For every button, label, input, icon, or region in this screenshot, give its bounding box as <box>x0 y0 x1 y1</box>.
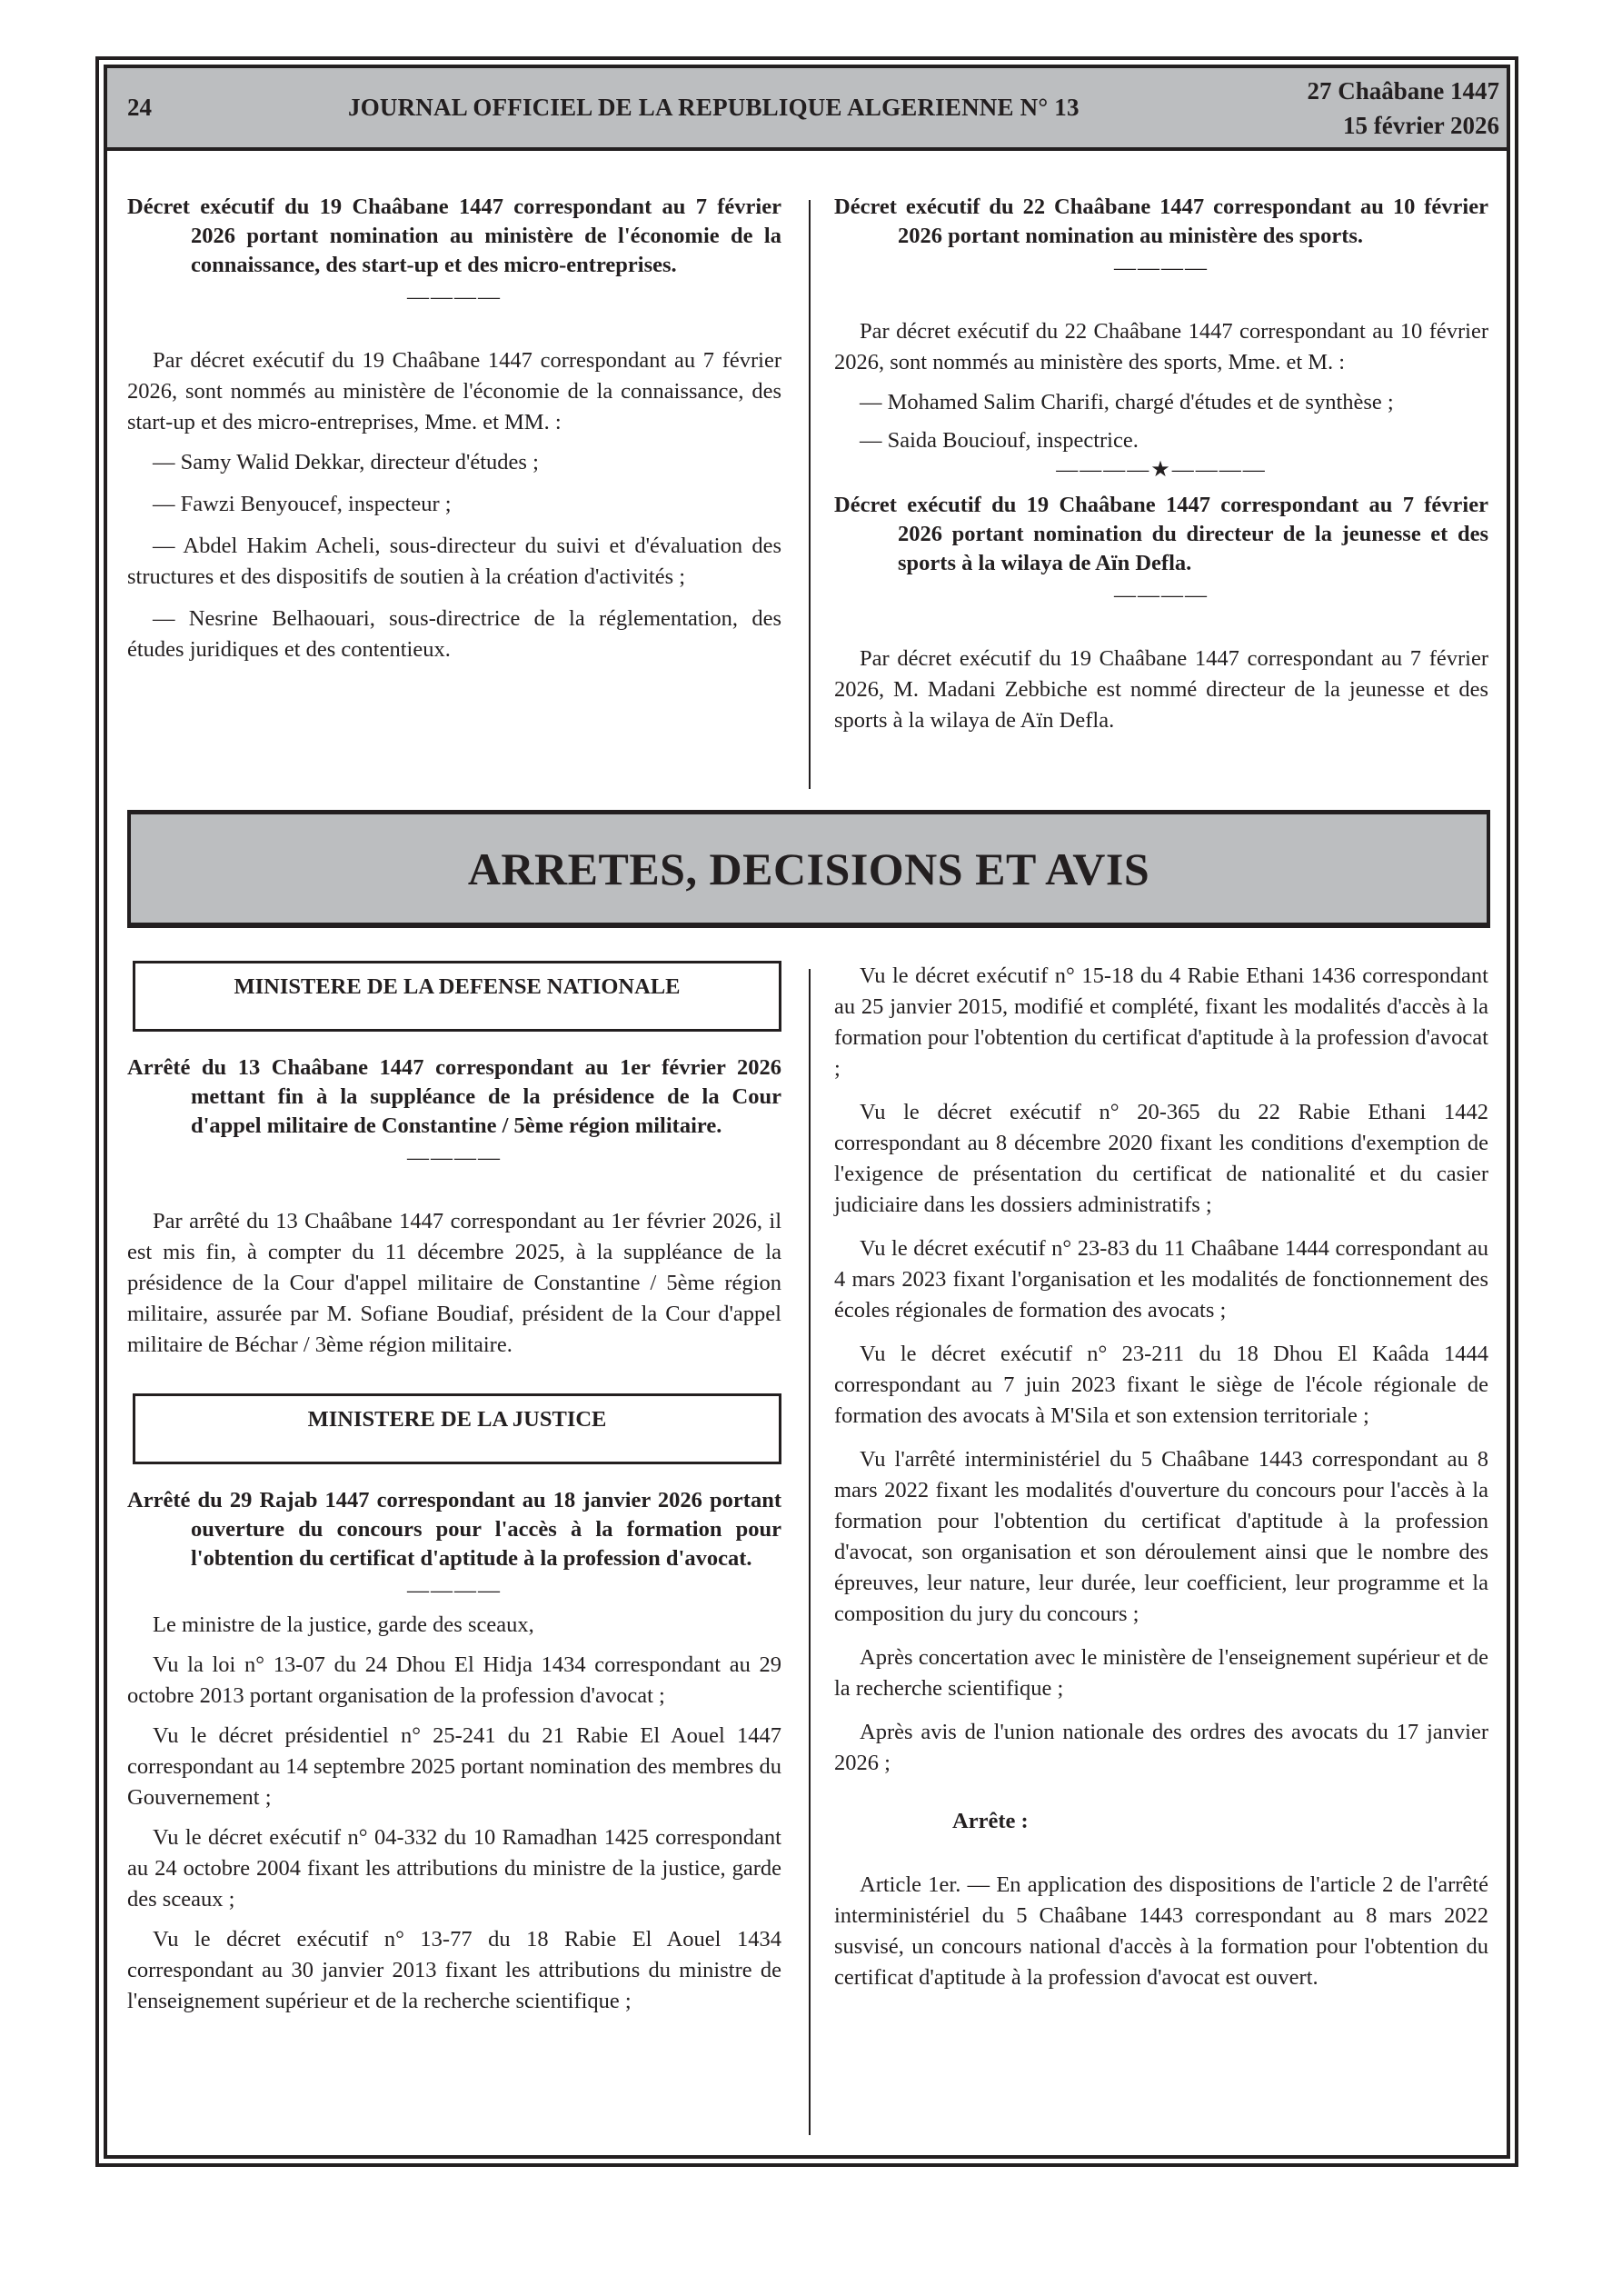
visa-paragraph: Vu la loi n° 13-07 du 24 Dhou El Hidja 1434 correspondant au 29 octobre 2013 portant organisation de la profession d'avocat ; <box>127 1652 781 1708</box>
decree-body: Par décret exécutif du 19 Chaâbane 1447 correspondant au 7 février 2026, M. Madani Zebbiche est nommé directeur de la jeunesse et des sports à la wilaya de Aïn Defla. <box>834 646 1488 733</box>
arrete-title: Arrêté du 29 Rajab 1447 correspondant au 18 janvier 2026 portant ouverture du concours pour l'accès à la formation pour l'obtention du certificat d'aptitude à la profession d'avocat. <box>127 1488 781 1571</box>
nominee-item: — Nesrine Belhaouari, sous-directrice de la réglementation, des études juridiques et des contentieux. <box>127 606 781 662</box>
decree-intro: Par décret exécutif du 19 Chaâbane 1447 correspondant au 7 février 2026, sont nommés au ministère de l'économie de la connaissance, des start-up et des micro-entreprises, Mme. et MM. : <box>127 348 781 434</box>
nominee-item: — Samy Walid Dekkar, directeur d'études ; <box>153 450 539 474</box>
decree-title: Décret exécutif du 22 Chaâbane 1447 correspondant au 10 février 2026 portant nomination au ministère des sports. <box>834 195 1488 248</box>
decree-title: Décret exécutif du 19 Chaâbane 1447 correspondant au 7 février 2026 portant nomination au ministère de l'économie de la connaissance, des start-up et des micro-entreprises. <box>127 195 781 277</box>
page-number: 24 <box>127 94 152 121</box>
decree-title: Décret exécutif du 19 Chaâbane 1447 correspondant au 7 février 2026 portant nomination du directeur de la jeunesse et des sports à la wilaya de Aïn Defla. <box>834 493 1488 575</box>
ministry-heading-defense: MINISTERE DE LA DEFENSE NATIONALE <box>133 961 781 1032</box>
visa-paragraph: Vu le décret exécutif n° 15-18 du 4 Rabie Ethani 1436 correspondant au 25 janvier 2015, modifié et complété, fixant les modalités d'accès à la formation pour l'obtention du certificat d'aptitude à la profession d'avocat ; <box>834 963 1488 1081</box>
arrete-title: Arrêté du 13 Chaâbane 1447 correspondant au 1er février 2026 mettant fin à la suppléance de la présidence de la Cour d'appel militaire de Constantine / 5ème région militaire. <box>127 1055 781 1138</box>
visa-paragraph: Après concertation avec le ministère de l'enseignement supérieur et de la recherche scientifique ; <box>834 1645 1488 1701</box>
arretes-left-column <box>127 961 781 2026</box>
issue-date <box>1307 74 1499 143</box>
star-separator: ————★———— <box>1056 458 1267 482</box>
arretes-right-column <box>834 961 1488 2002</box>
visa-paragraph: Vu le décret exécutif n° 13-77 du 18 Rabie El Aouel 1434 correspondant au 30 janvier 2013 fixant les attributions du ministre de l'enseignement supérieur et de la recherche scientifique ; <box>127 1927 781 2013</box>
date-gregorian: 15 février 2026 <box>1343 112 1499 139</box>
arrete-body: Par arrêté du 13 Chaâbane 1447 correspondant au 1er février 2026, il est mis fin, à compter du 11 décembre 2025, à la suppléance de la présidence de la Cour d'appel militaire de Constantine / 5ème région militaire, assurée par M. Sofiane Boudiaf, président de la Cour d'appel militaire de Béchar / 3ème région militaire. <box>127 1209 781 1357</box>
decree-economie-connaissance <box>127 193 781 676</box>
visa-paragraph: Vu le décret exécutif n° 04-332 du 10 Ramadhan 1425 correspondant au 24 octobre 2004 fixant les attributions du ministre de la justice, garde des sceaux ; <box>127 1825 781 1912</box>
section-title: ARRETES, DECISIONS ET AVIS <box>467 843 1150 894</box>
journal-title: JOURNAL OFFICIEL DE LA REPUBLIQUE ALGERIENNE N° 13 <box>348 94 1080 121</box>
column-divider <box>809 200 811 789</box>
visa-paragraph: Vu le décret présidentiel n° 25-241 du 21 Rabie El Aouel 1447 correspondant au 14 septembre 2025 portant nomination des membres du Gouvernement ; <box>127 1723 781 1810</box>
visa-paragraph: Vu le décret exécutif n° 23-83 du 11 Chaâbane 1444 correspondant au 4 mars 2023 fixant l'organisation et les modalités de fonctionnement des écoles régionales de formation des avocats ; <box>834 1236 1488 1323</box>
nominee-item: — Mohamed Salim Charifi, chargé d'études et de synthèse ; <box>860 390 1394 414</box>
visa-paragraph: Vu le décret exécutif n° 20-365 du 22 Rabie Ethani 1442 correspondant au 8 décembre 2020 fixant les conditions d'exemption de l'exigence de présentation du certificat de nationalité et du casier judiciaire dans les dossiers administratifs ; <box>834 1100 1488 1217</box>
article-1: Article 1er. — En application des dispositions de l'article 2 de l'arrêté interministériel du 5 Chaâbane 1443 correspondant au 8 mars 2022 susvisé, un concours national d'accès à la formation pour l'obtention du certificat d'aptitude à la profession d'avocat est ouvert. <box>834 1872 1488 1990</box>
separator: ———— <box>407 1146 502 1170</box>
page-header <box>107 68 1507 151</box>
nominee-item: — Fawzi Benyoucef, inspecteur ; <box>153 492 452 516</box>
column-divider <box>809 969 811 2135</box>
separator: ———— <box>407 285 502 309</box>
visa-paragraph: Le ministre de la justice, garde des sceaux, <box>153 1612 534 1637</box>
visa-paragraph: Vu l'arrêté interministériel du 5 Chaâbane 1443 correspondant au 8 mars 2022 fixant les modalités d'ouverture du concours pour l'accès à la formation pour l'obtention du certificat d'aptitude à la profession d'avocat, son organisation et son déroulement ainsi que le nombre des épreuves, leur nature, leur durée, leur coefficient, leur programme et la composition du jury du concours ; <box>834 1447 1488 1626</box>
section-banner <box>127 810 1490 928</box>
separator: ———— <box>407 1579 502 1602</box>
visa-paragraph: Après avis de l'union nationale des ordres des avocats du 17 janvier 2026 ; <box>834 1720 1488 1775</box>
date-hijri: 27 Chaâbane 1447 <box>1307 77 1499 105</box>
decree-intro: Par décret exécutif du 22 Chaâbane 1447 correspondant au 10 février 2026, sont nommés au ministère des sports, Mme. et M. : <box>834 319 1488 374</box>
ministry-heading-justice: MINISTERE DE LA JUSTICE <box>133 1393 781 1464</box>
separator: ———— <box>1114 256 1209 280</box>
separator: ———— <box>1114 584 1209 607</box>
decrees-sports <box>834 193 1488 745</box>
nominee-item: — Saida Bouciouf, inspectrice. <box>860 428 1139 453</box>
arrete-label: Arrête : <box>952 1809 1029 1833</box>
visa-paragraph: Vu le décret exécutif n° 23-211 du 18 Dhou El Kaâda 1444 correspondant au 7 juin 2023 fixant le siège de l'école régionale de formation des avocats à M'Sila et son extension territoriale ; <box>834 1342 1488 1428</box>
nominee-item: — Abdel Hakim Acheli, sous-directeur du suivi et d'évaluation des structures et des dispositifs de soutien à la création d'activités ; <box>127 534 781 589</box>
